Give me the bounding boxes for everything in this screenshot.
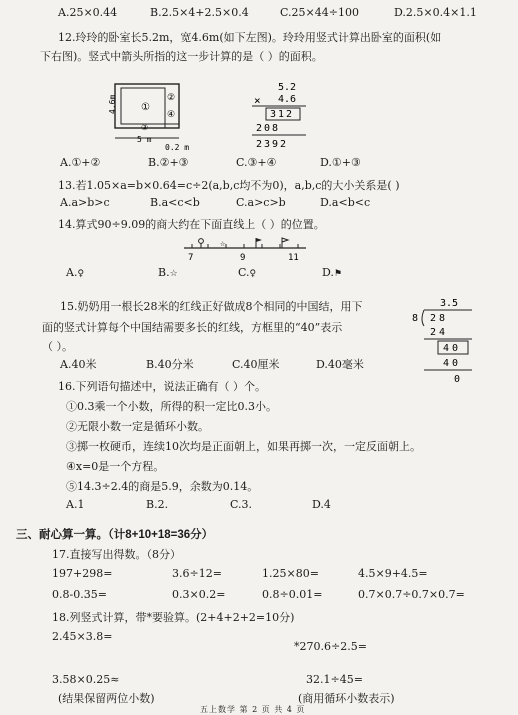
q11-option-a[interactable]: A.25×0.44 [58,6,118,19]
q17-title: 17.直接写出得数。（8分） [52,548,181,561]
q12-option-c[interactable]: C.③+④ [236,156,277,169]
q14-option-a[interactable]: A.♀ [66,266,85,279]
division-quotient: 3.5 [440,298,459,309]
q16-statement-3: ③掷一枚硬币，连续10次均是正面朝上，如果再掷一次，一定反面朝上。 [66,440,421,453]
calc-multiplier: 4.6 [278,94,297,105]
division-remainder: 0 [454,374,461,385]
q16-question: 16.下列语句描述中，说法正确有（ ）个。 [58,380,266,393]
nl-tick-9: 9 [240,253,246,263]
q16-option-c[interactable]: C.3. [230,498,253,511]
room-diagram [105,72,205,152]
q12-question-line2: 下右图)。竖式中箭头所指的这一步计算的是（ ）的面积。 [40,50,323,63]
flag-icon: ⚑ [333,269,343,279]
nl-marker-a [199,239,204,244]
division-step1: 24 [430,327,449,338]
q11-option-c[interactable]: C.25×44÷100 [280,6,359,19]
q12-option-b[interactable]: B.②+③ [148,156,189,169]
q17-item-3: 1.25×80= [262,567,319,580]
q13-option-d[interactable]: D.a<b<c [320,196,371,209]
q18-title: 18.列竖式计算，带*要验算。(2+4+2+2=10分) [52,611,295,624]
long-division [412,296,478,386]
q11-option-d[interactable]: D.2.5×0.4×1.1 [394,6,477,19]
q18-note-1: (结果保留两位小数) [58,692,155,705]
nl-marker-d [282,238,288,242]
division-step2: 40 [443,358,462,369]
star-pin-icon: ☆ [169,269,178,279]
calc-partial-1: 312 [270,109,295,120]
q15-option-b[interactable]: B.40分米 [146,358,194,371]
q15-question-line3: （ ）。 [42,340,73,353]
q14-question: 14.算式90÷9.09的商大约在下面直线上（ ）的位置。 [58,218,325,231]
q14-option-d[interactable]: D.⚑ [322,266,343,279]
q17-item-6: 0.3×0.2= [172,588,226,601]
q17-item-2: 3.6÷12= [172,567,222,580]
q13-option-c[interactable]: C.a>c>b [236,196,286,209]
q15-question-line1: 15.奶奶用一根长28米的红线正好做成8个相同的中国结，用下 [60,300,363,313]
q15-option-d[interactable]: D.40毫米 [316,358,364,371]
q15-option-a[interactable]: A.40米 [60,358,97,371]
q17-item-1: 197+298= [52,567,113,580]
q17-item-8: 0.7×0.7÷0.7×0.7= [358,588,465,601]
q17-item-5: 0.8-0.35= [52,588,107,601]
region-3-label: ③ [141,123,149,132]
q16-statement-5: ⑤14.3÷2.4的商是5.9，余数为0.14。 [66,480,259,493]
pin-circle-icon: ♀ [77,269,85,279]
q13-question: 13.若1.05×a=b×0.64=c÷2(a,b,c均不为0)，a,b,c的大小关系是( ) [58,179,400,192]
q11-option-b[interactable]: B.2.5×4+2.5×0.4 [150,6,249,19]
nl-tick-11: 11 [288,253,299,263]
q15-question-line2: 面的竖式计算每个中国结需要多长的红线，方框里的“40”表示 [42,321,343,334]
q14-option-c[interactable]: C.♀ [238,266,257,279]
room-width-label: 4.6m [108,94,117,114]
region-1-label: ① [141,102,150,113]
q16-option-a[interactable]: A.1 [66,498,85,511]
division-dividend: 28 [430,313,449,324]
room-small-label: 0.2 m [165,143,190,152]
q16-statement-2: ②无限小数一定是循环小数。 [66,420,209,433]
pin-circle-icon: ♀ [249,269,257,279]
q12-option-d[interactable]: D.①+③ [320,156,361,169]
q13-option-b[interactable]: B.a<c<b [150,196,200,209]
calc-times-sign: × [254,94,261,107]
q17-item-4: 4.5×9+4.5= [358,567,428,580]
q16-statement-4: ④x=0是一个方程。 [66,460,165,473]
q16-statement-1: ①0.3乘一个小数，所得的积一定比0.3小。 [66,400,277,413]
q16-option-b[interactable]: B.2. [146,498,169,511]
nl-marker-b: ☆ [220,239,226,249]
division-divisor: 8 [412,313,419,324]
region-4-label: ④ [167,110,176,120]
q14-option-b[interactable]: B.☆ [158,266,178,279]
q16-option-d[interactable]: D.4 [312,498,331,511]
q12-option-a[interactable]: A.①+② [60,156,101,169]
q15-option-c[interactable]: C.40厘米 [232,358,280,371]
calc-result: 2392 [256,139,289,150]
section-3-heading: 三、耐心算一算。（计8+10+18=36分） [16,529,214,541]
room-length-label: 5 m [137,135,152,144]
calc-multiplicand: 5.2 [278,82,297,93]
q18-item-2: *270.6÷2.5= [294,640,367,653]
region-2-label: ② [167,93,176,103]
nl-tick-7: 7 [188,253,194,263]
q18-item-1: 2.45×3.8= [52,630,113,643]
calc-partial-2: 208 [256,123,281,134]
q18-note-2: (商用循环小数表示) [298,692,395,705]
nl-marker-c [256,238,262,242]
q18-item-3: 3.58×0.25≈ [52,673,120,686]
page-footer: 五上数学 第 2 页 共 4 页 [200,705,306,714]
division-boxed-40: 40 [443,343,462,354]
q13-option-a[interactable]: A.a>b>c [60,196,110,209]
q12-question-line1: 12.玲玲的卧室长5.2m，宽4.6m(如下左图)。玲玲用竖式计算出卧室的面积(如 [58,31,442,44]
q17-item-7: 0.8÷0.01= [262,588,323,601]
q18-item-4: 32.1÷45= [306,673,363,686]
multiplication-calc [248,80,323,150]
